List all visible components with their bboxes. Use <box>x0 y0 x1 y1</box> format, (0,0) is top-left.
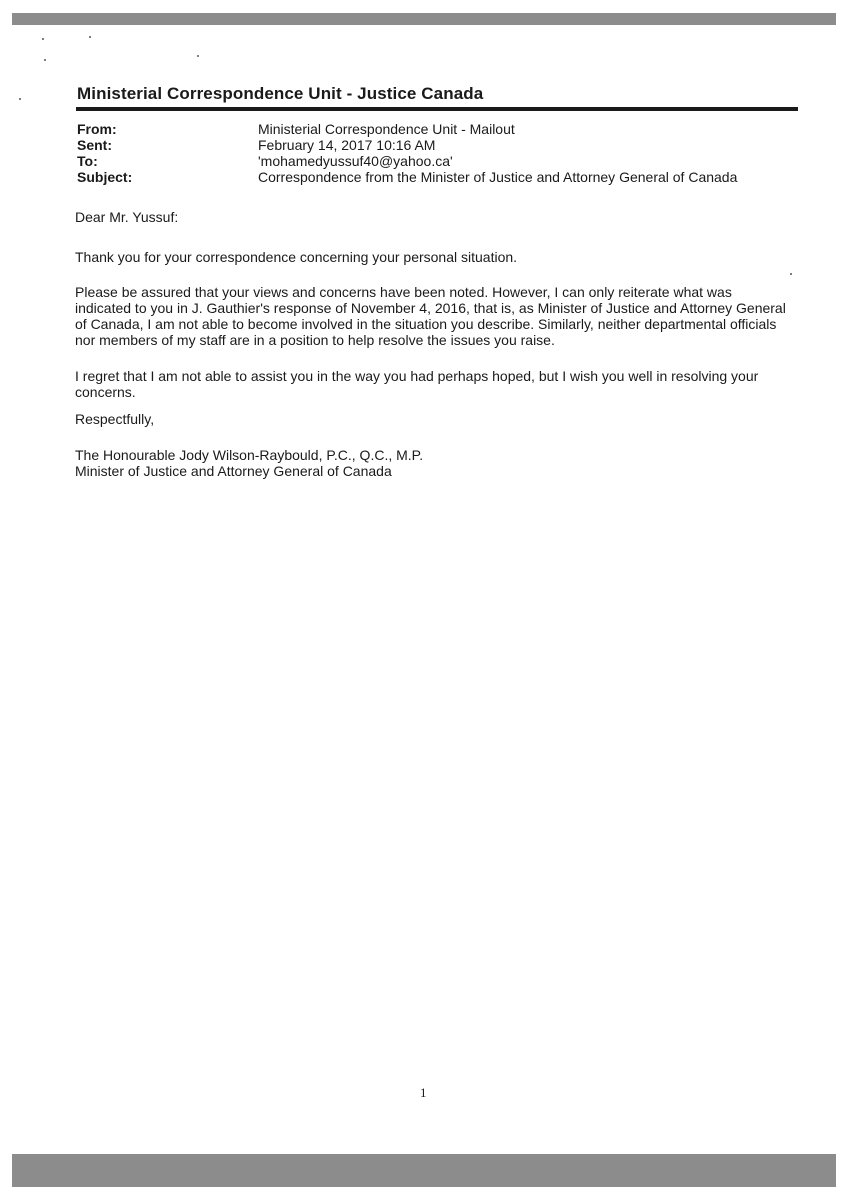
title-divider <box>76 107 798 111</box>
page-number: 1 <box>420 1085 427 1100</box>
signature-name: The Honourable Jody Wilson-Raybould, P.C., Q.C., M.P. <box>75 447 424 463</box>
to-label: To: <box>77 153 98 169</box>
letter-paragraph-assured: Please be assured that your views and concerns have been noted. However, I can only reiterate what was indicated to you in J. Gauthier's response of November 4, 2016, that is, as Minister of Justice and Attorney General of Canada, I am not able to become involved in the situation you describe. Similarly, neither departmental officials nor members of my staff are in a position to help resolve the issues you raise. <box>75 284 786 348</box>
letter-signature <box>75 447 787 479</box>
letter-closing: Respectfully, <box>75 411 155 427</box>
document-title: Ministerial Correspondence Unit - Justice Canada <box>77 84 484 103</box>
subject-label: Subject: <box>77 169 133 185</box>
scan-speck <box>89 36 91 38</box>
scan-speck <box>42 38 44 40</box>
email-header <box>77 121 797 185</box>
scan-speck <box>44 59 46 61</box>
from-value: Ministerial Correspondence Unit - Mailout <box>258 121 515 137</box>
to-value: 'mohamedyussuf40@yahoo.ca' <box>258 153 453 169</box>
signature-title: Minister of Justice and Attorney General of Canada <box>75 463 392 479</box>
header-row-subject <box>77 169 797 185</box>
header-row-from <box>77 121 797 137</box>
scan-speck <box>790 273 792 275</box>
letter-paragraph-regret: I regret that I am not able to assist you in the way you had perhaps hoped, but I wish you well in resolving your concerns. <box>75 368 759 400</box>
letter-greeting: Dear Mr. Yussuf: <box>75 209 179 225</box>
subject-value: Correspondence from the Minister of Justice and Attorney General of Canada <box>258 169 738 185</box>
sent-value: February 14, 2017 10:16 AM <box>258 137 436 153</box>
header-row-to <box>77 153 797 169</box>
header-row-sent <box>77 137 797 153</box>
scan-border-bottom <box>12 1154 836 1187</box>
scan-speck <box>19 98 21 100</box>
letter-paragraph-thanks: Thank you for your correspondence concerning your personal situation. <box>75 249 518 265</box>
scan-border-top <box>12 13 836 25</box>
sent-label: Sent: <box>77 137 112 153</box>
from-label: From: <box>77 121 117 137</box>
scan-speck <box>197 55 199 57</box>
